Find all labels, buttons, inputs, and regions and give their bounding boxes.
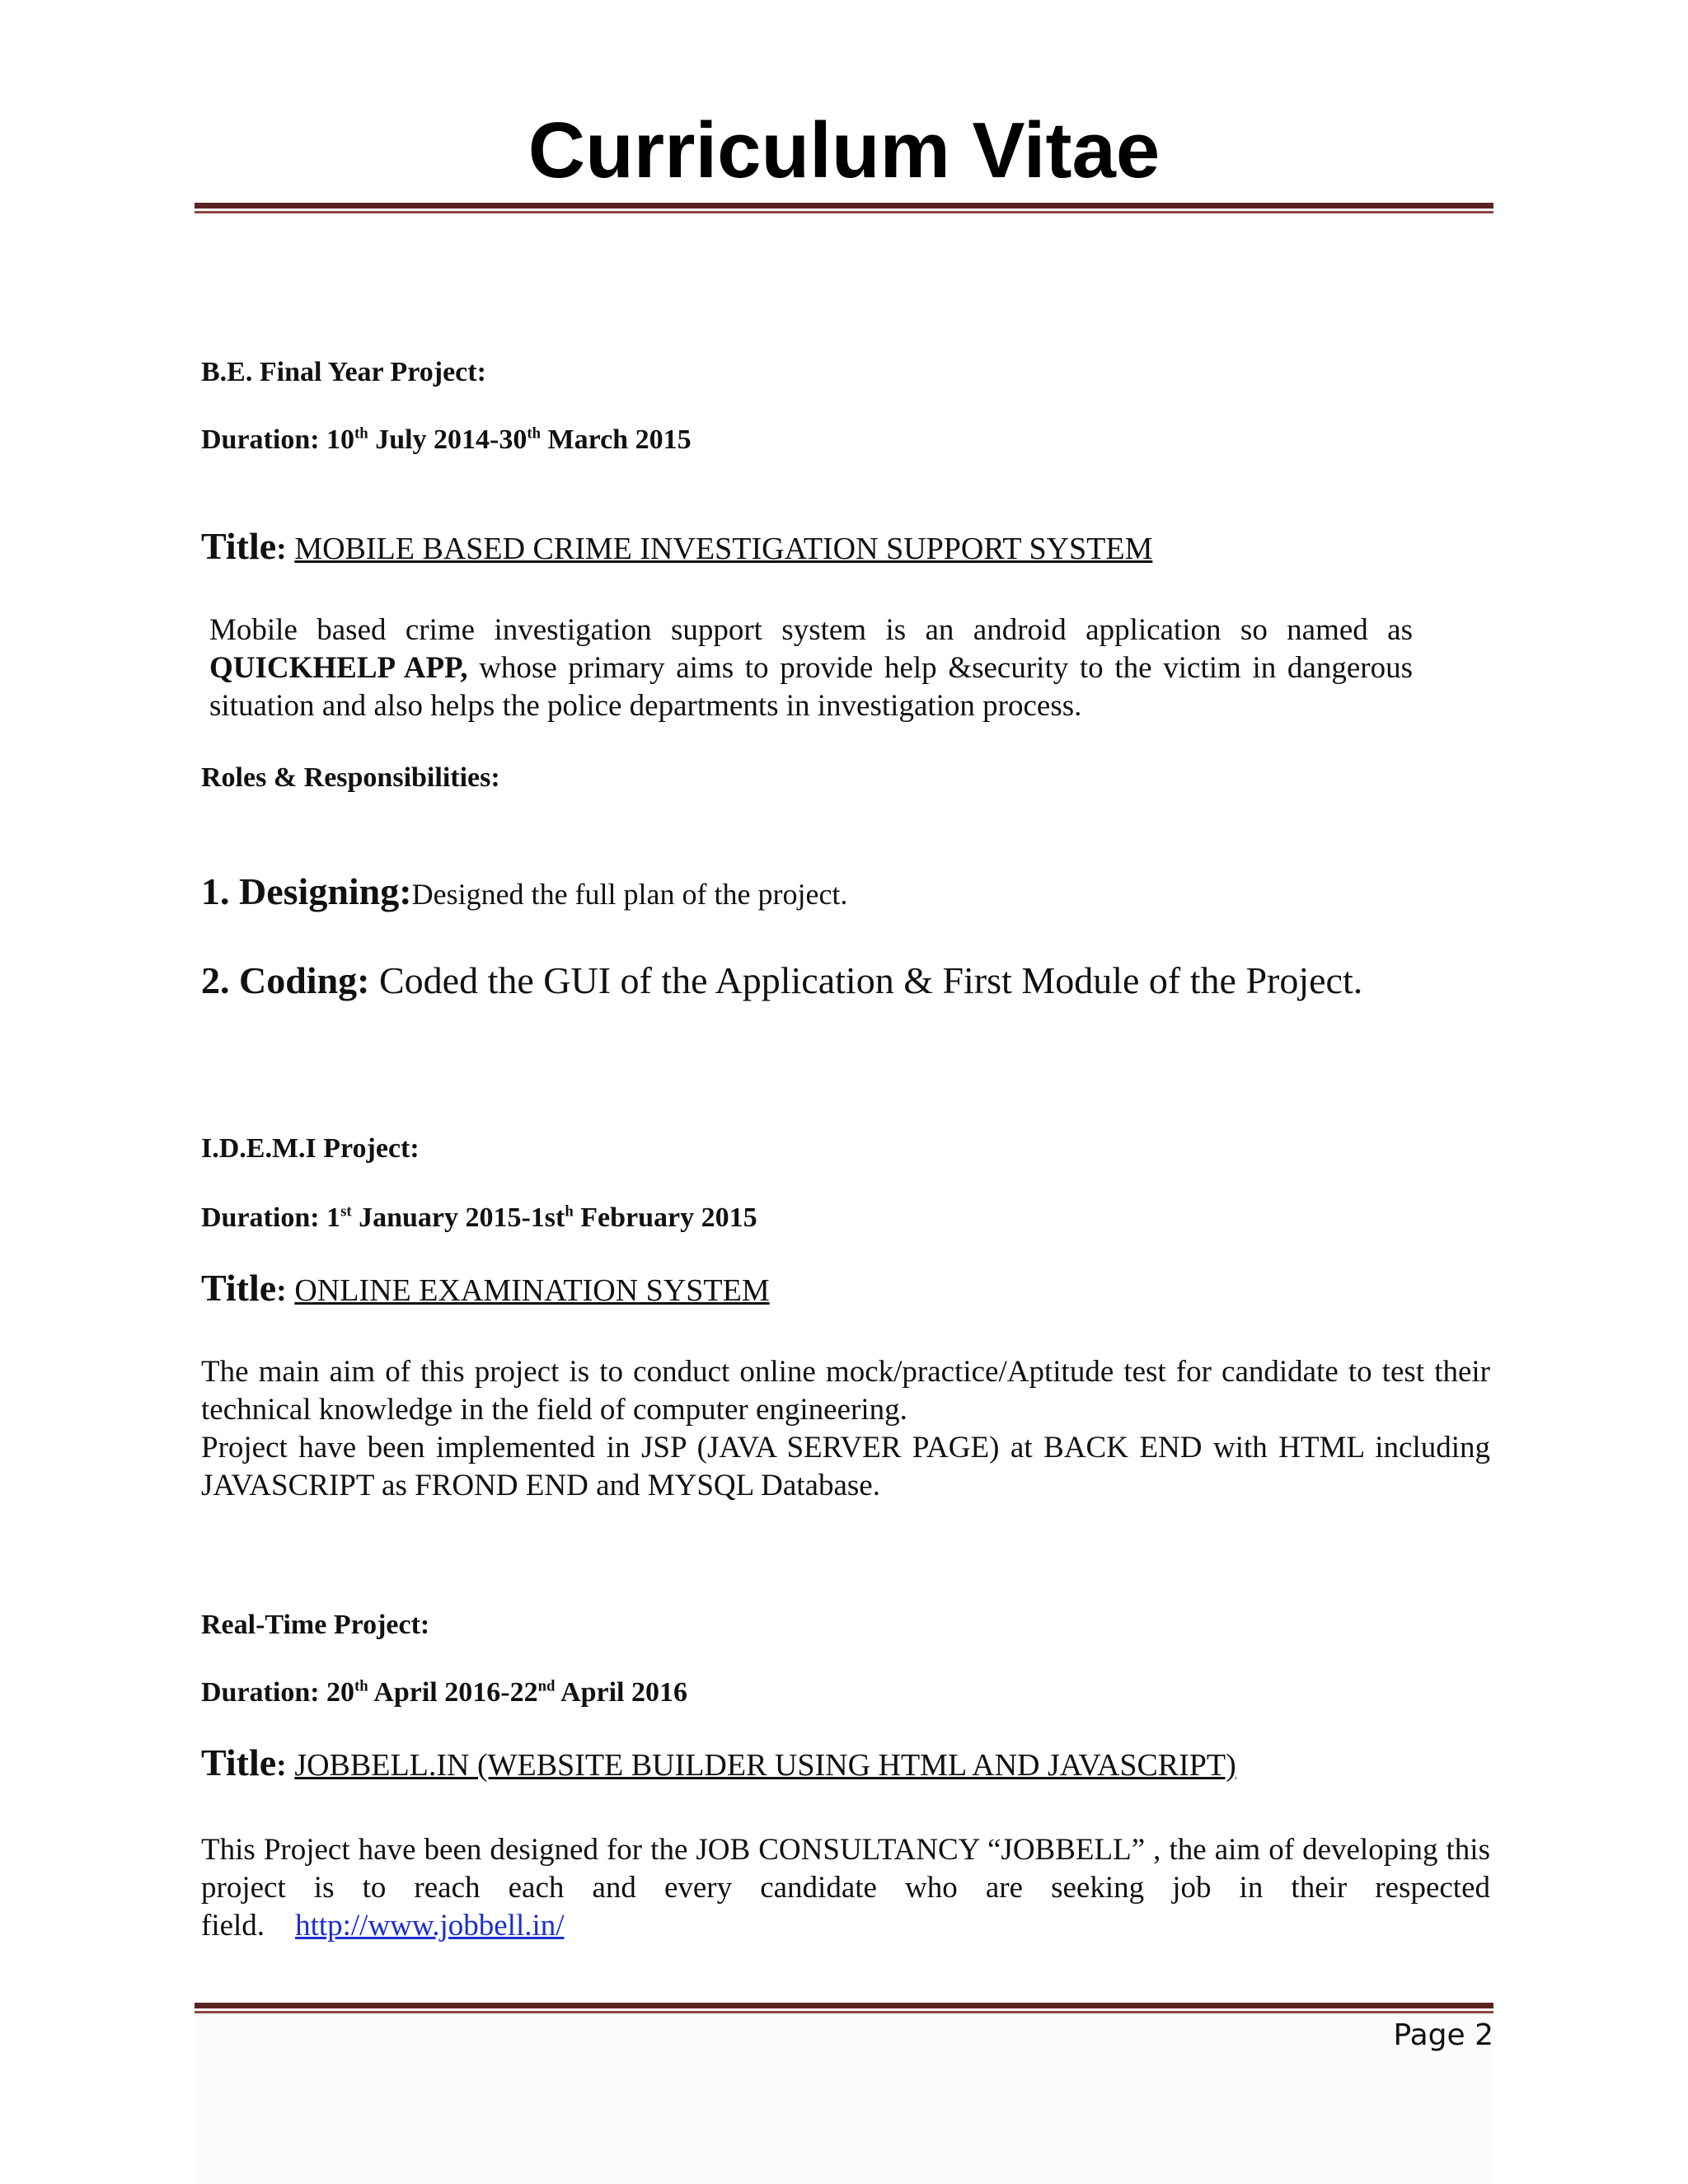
jobbell-link[interactable]: http://www.jobbell.in/	[295, 1909, 565, 1943]
project-1-description: Mobile based crime investigation support system is an android application so named as QUICKHELP APP, whose primary aims to provide help &security to the victim in dangerous situation and also helps the police departments in investigation process.	[209, 613, 1413, 723]
project-1-title-value: MOBILE BASED CRIME INVESTIGATION SUPPORT SYSTEM	[294, 532, 1153, 566]
footer-area	[195, 2011, 1493, 2184]
footer-divider	[195, 2003, 1493, 2013]
project-2-duration: Duration: 1st January $2015-1st^h$ February 2015	[201, 1202, 757, 1233]
project-2-title: Title: ONLINE EXAMINATION SYSTEM	[201, 1267, 770, 1309]
project-3-label: Real-Time Project:	[201, 1610, 430, 1640]
project-3-duration: Duration: 20th April 2016-22nd April 2016	[201, 1677, 687, 1708]
roles-label: Roles & Responsibilities:	[201, 762, 500, 793]
project-3-description: This Project have been designed for the JOB CONSULTANCY “JOBBELL” , the aim of developing this project is to reach each and every candidate who are seeking job in their respected field. http://www.jobbell.in/	[201, 1833, 1490, 1943]
project-2-title-value: ONLINE EXAMINATION SYSTEM	[294, 1273, 770, 1308]
project-3-title: Title: JOBBELL.IN (WEBSITE BUILDER USING HTML AND JAVASCRIPT)	[201, 1741, 1236, 1783]
project-3-title-value: JOBBELL.IN (WEBSITE BUILDER USING HTML AND JAVASCRIPT)	[294, 1748, 1236, 1783]
page-title: Curriculum Vitae	[528, 106, 1160, 194]
role-coding: 2. Coding: Coded the GUI of the Application & First Module of the Project.	[201, 959, 1363, 1001]
project-2-description: The main aim of this project is to conduct online mock/practice/Aptitude test for candidate to test their technical knowledge in the field of computer engineering. Project have been implemented in JSP (JAVA SERVER PAGE) at BACK END with HTML including JAVASCRIPT as FROND END and MYSQL Database.	[201, 1355, 1490, 1502]
page-number: Page 2	[1393, 2018, 1493, 2052]
role-designing: 1. Designing:Designed the full plan of the project.	[201, 870, 848, 912]
project-2-label: I.D.E.M.I Project:	[201, 1133, 420, 1164]
project-1-duration: Duration: 10th July 2014-30th March 2015	[201, 424, 692, 455]
header-divider	[195, 203, 1493, 213]
project-1-title: Title: MOBILE BASED CRIME INVESTIGATION SUPPORT SYSTEM	[201, 525, 1153, 567]
project-1-label: B.E. Final Year Project:	[201, 357, 486, 387]
